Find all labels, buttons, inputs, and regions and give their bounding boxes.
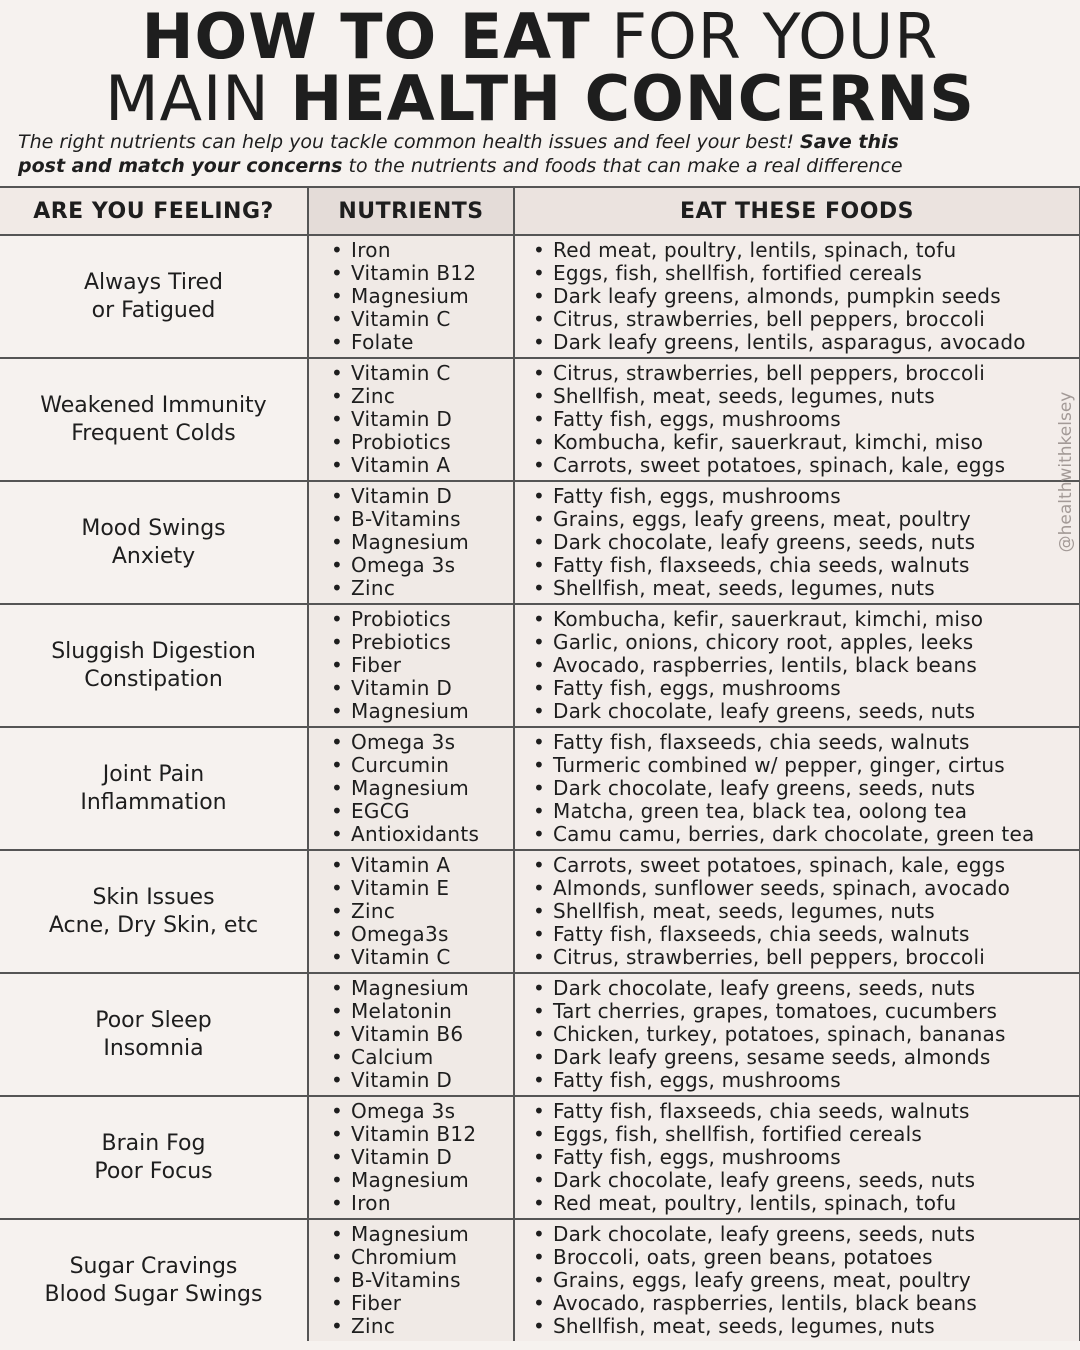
food-list: [515, 1223, 1079, 1338]
table-row: [0, 604, 1080, 727]
food-item: • Grains, eggs, leafy greens, meat, poultry: [533, 1269, 1079, 1292]
foods-cell: [514, 1096, 1080, 1219]
nutrient-item: • Vitamin A: [331, 454, 513, 477]
concern-label: Insomnia: [103, 1035, 204, 1061]
header: [0, 0, 1080, 186]
food-item: • Grains, eggs, leafy greens, meat, poultry: [533, 508, 1079, 531]
food-item: • Avocado, raspberries, lentils, black beans: [533, 1292, 1079, 1315]
nutrient-item: • B-Vitamins: [331, 1269, 513, 1292]
foods-cell: [514, 727, 1080, 850]
food-list: [515, 854, 1079, 969]
food-item: • Dark chocolate, leafy greens, seeds, nuts: [533, 531, 1079, 554]
table-row: [0, 1096, 1080, 1219]
subtitle: [18, 130, 1068, 178]
title-line-1: [0, 0, 1080, 73]
food-item: • Matcha, green tea, black tea, oolong tea: [533, 800, 1079, 823]
table-header-row: [0, 187, 1080, 235]
concern-cell: [0, 973, 308, 1096]
food-item: • Carrots, sweet potatoes, spinach, kale, eggs: [533, 854, 1079, 877]
table-body: [0, 235, 1080, 1341]
nutrients-cell: [308, 481, 514, 604]
concern-label: Skin Issues: [92, 884, 215, 910]
concern-label: Anxiety: [111, 543, 196, 569]
food-item: • Fatty fish, flaxseeds, chia seeds, walnuts: [533, 554, 1079, 577]
nutrient-item: • Magnesium: [331, 1223, 513, 1246]
nutrient-item: • Vitamin D: [331, 1069, 513, 1092]
concern-label: or Fatigued: [91, 297, 216, 323]
food-item: • Chicken, turkey, potatoes, spinach, bananas: [533, 1023, 1079, 1046]
nutrients-cell: [308, 358, 514, 481]
food-item: • Fatty fish, flaxseeds, chia seeds, walnuts: [533, 1100, 1079, 1123]
food-item: • Dark leafy greens, almonds, pumpkin seeds: [533, 285, 1079, 308]
nutrient-item: • Magnesium: [331, 700, 513, 723]
concern-label: Mood Swings: [81, 515, 226, 541]
table-row: [0, 973, 1080, 1096]
nutrient-item: • Vitamin B6: [331, 1023, 513, 1046]
concern-label: Sluggish Digestion: [51, 638, 256, 664]
nutrients-cell: [308, 850, 514, 973]
nutrient-item: • Fiber: [331, 1292, 513, 1315]
nutrient-item: • Vitamin C: [331, 308, 513, 331]
table-row: [0, 850, 1080, 973]
food-item: • Shellfish, meat, seeds, legumes, nuts: [533, 577, 1079, 600]
food-item: • Dark leafy greens, sesame seeds, almonds: [533, 1046, 1079, 1069]
subtitle-text: The right nutrients can help you tackle common health issues and feel your best!: [18, 131, 794, 153]
food-item: • Tart cherries, grapes, tomatoes, cucumbers: [533, 1000, 1079, 1023]
food-item: • Avocado, raspberries, lentils, black beans: [533, 654, 1079, 677]
nutrient-item: • Magnesium: [331, 1169, 513, 1192]
nutrient-item: • Antioxidants: [331, 823, 513, 846]
nutrient-item: • Melatonin: [331, 1000, 513, 1023]
table-row: [0, 727, 1080, 850]
nutrient-item: • Calcium: [331, 1046, 513, 1069]
nutrient-item: • Zinc: [331, 385, 513, 408]
nutrient-item: • EGCG: [331, 800, 513, 823]
nutrient-item: • Omega3s: [331, 923, 513, 946]
foods-cell: [514, 604, 1080, 727]
concern-cell: [0, 1219, 308, 1341]
nutrient-list: [309, 1100, 513, 1215]
nutrient-item: • Probiotics: [331, 608, 513, 631]
nutrient-list: [309, 731, 513, 846]
nutrient-item: • Zinc: [331, 1315, 513, 1338]
foods-cell: [514, 973, 1080, 1096]
food-item: • Dark chocolate, leafy greens, seeds, nuts: [533, 700, 1079, 723]
food-item: • Red meat, poultry, lentils, spinach, tofu: [533, 239, 1079, 262]
food-item: • Citrus, strawberries, bell peppers, broccoli: [533, 308, 1079, 331]
nutrient-item: • Chromium: [331, 1246, 513, 1269]
food-item: • Dark chocolate, leafy greens, seeds, nuts: [533, 977, 1079, 1000]
nutrient-item: • Folate: [331, 331, 513, 354]
food-item: • Shellfish, meat, seeds, legumes, nuts: [533, 1315, 1079, 1338]
nutrient-item: • Probiotics: [331, 431, 513, 454]
nutrient-item: • Magnesium: [331, 777, 513, 800]
concern-label: Inflammation: [80, 789, 227, 815]
nutrient-list: [309, 1223, 513, 1338]
food-item: • Turmeric combined w/ pepper, ginger, cirtus: [533, 754, 1079, 777]
table-row: [0, 235, 1080, 358]
foods-cell: [514, 1219, 1080, 1341]
nutrient-item: • Vitamin D: [331, 1146, 513, 1169]
food-item: • Broccoli, oats, green beans, potatoes: [533, 1246, 1079, 1269]
food-item: • Fatty fish, flaxseeds, chia seeds, walnuts: [533, 923, 1079, 946]
concern-cell: [0, 850, 308, 973]
nutrient-list: [309, 977, 513, 1092]
food-list: [515, 977, 1079, 1092]
nutrient-item: • Omega 3s: [331, 554, 513, 577]
food-item: • Fatty fish, flaxseeds, chia seeds, walnuts: [533, 731, 1079, 754]
nutrient-item: • Omega 3s: [331, 1100, 513, 1123]
nutrient-item: • Vitamin A: [331, 854, 513, 877]
nutrients-cell: [308, 973, 514, 1096]
concern-label: Joint Pain: [102, 761, 205, 787]
nutrient-item: • Iron: [331, 1192, 513, 1215]
food-item: • Carrots, sweet potatoes, spinach, kale, eggs: [533, 454, 1079, 477]
nutrient-item: • Vitamin D: [331, 485, 513, 508]
food-item: • Shellfish, meat, seeds, legumes, nuts: [533, 385, 1079, 408]
nutrients-cell: [308, 1096, 514, 1219]
column-header-feeling: ARE YOU FEELING?: [0, 187, 308, 235]
food-item: • Citrus, strawberries, bell peppers, broccoli: [533, 946, 1079, 969]
concern-cell: [0, 727, 308, 850]
food-item: • Eggs, fish, shellfish, fortified cereals: [533, 262, 1079, 285]
nutrient-item: • Magnesium: [331, 531, 513, 554]
nutrient-item: • Fiber: [331, 654, 513, 677]
nutrient-item: • Vitamin D: [331, 677, 513, 700]
nutrient-item: • Vitamin C: [331, 362, 513, 385]
food-item: • Eggs, fish, shellfish, fortified cereals: [533, 1123, 1079, 1146]
health-concerns-table: [0, 186, 1080, 1341]
food-item: • Dark chocolate, leafy greens, seeds, nuts: [533, 1169, 1079, 1192]
concern-label: Blood Sugar Swings: [44, 1281, 263, 1307]
food-item: • Citrus, strawberries, bell peppers, broccoli: [533, 362, 1079, 385]
nutrient-item: • Omega 3s: [331, 731, 513, 754]
food-item: • Almonds, sunflower seeds, spinach, avocado: [533, 877, 1079, 900]
food-list: [515, 362, 1079, 477]
nutrients-cell: [308, 1219, 514, 1341]
nutrient-list: [309, 239, 513, 354]
nutrient-item: • Iron: [331, 239, 513, 262]
nutrients-cell: [308, 604, 514, 727]
title-bold-part: HEALTH CONCERNS: [290, 62, 975, 135]
food-item: • Red meat, poultry, lentils, spinach, tofu: [533, 1192, 1079, 1215]
column-header-foods: EAT THESE FOODS: [514, 187, 1080, 235]
concern-label: Brain Fog: [101, 1130, 206, 1156]
food-item: • Fatty fish, eggs, mushrooms: [533, 677, 1079, 700]
nutrient-item: • B-Vitamins: [331, 508, 513, 531]
nutrients-cell: [308, 727, 514, 850]
nutrient-item: • Vitamin B12: [331, 262, 513, 285]
watermark: @healthwithkelsey: [1056, 391, 1076, 553]
title-light-part: MAIN: [105, 62, 270, 135]
concern-label: Constipation: [84, 666, 223, 692]
food-list: [515, 239, 1079, 354]
nutrient-list: [309, 362, 513, 477]
nutrient-item: • Zinc: [331, 900, 513, 923]
nutrient-item: • Magnesium: [331, 285, 513, 308]
concern-cell: [0, 1096, 308, 1219]
food-item: • Fatty fish, eggs, mushrooms: [533, 1146, 1079, 1169]
concern-label: Sugar Cravings: [69, 1253, 238, 1279]
table-row: [0, 1219, 1080, 1341]
nutrient-item: • Curcumin: [331, 754, 513, 777]
food-list: [515, 1100, 1079, 1215]
food-item: • Dark chocolate, leafy greens, seeds, nuts: [533, 1223, 1079, 1246]
subtitle-text: to the nutrients and foods that can make a real difference: [348, 155, 903, 177]
food-item: • Kombucha, kefir, sauerkraut, kimchi, miso: [533, 431, 1079, 454]
food-item: • Dark leafy greens, lentils, asparagus, avocado: [533, 331, 1079, 354]
nutrient-item: • Vitamin C: [331, 946, 513, 969]
foods-cell: [514, 358, 1080, 481]
concern-label: Frequent Colds: [71, 420, 236, 446]
food-item: • Camu camu, berries, dark chocolate, green tea: [533, 823, 1079, 846]
food-item: • Garlic, onions, chicory root, apples, leeks: [533, 631, 1079, 654]
nutrient-list: [309, 854, 513, 969]
title-light-part: FOR YOUR: [611, 0, 939, 73]
nutrient-list: [309, 608, 513, 723]
nutrient-item: • Vitamin B12: [331, 1123, 513, 1146]
nutrient-list: [309, 485, 513, 600]
concern-cell: [0, 235, 308, 358]
food-item: • Dark chocolate, leafy greens, seeds, nuts: [533, 777, 1079, 800]
title-line-2: [0, 62, 1080, 135]
food-item: • Fatty fish, eggs, mushrooms: [533, 485, 1079, 508]
food-list: [515, 485, 1079, 600]
concern-label: Weakened Immunity: [40, 392, 267, 418]
food-item: • Shellfish, meat, seeds, legumes, nuts: [533, 900, 1079, 923]
nutrient-item: • Vitamin E: [331, 877, 513, 900]
concern-label: Poor Sleep: [95, 1007, 212, 1033]
foods-cell: [514, 481, 1080, 604]
food-item: • Fatty fish, eggs, mushrooms: [533, 408, 1079, 431]
title-bold-part: HOW TO EAT: [141, 0, 591, 73]
concern-label: Poor Focus: [94, 1158, 213, 1184]
concern-label: Acne, Dry Skin, etc: [48, 912, 259, 938]
nutrient-item: • Vitamin D: [331, 408, 513, 431]
column-header-nutrients: NUTRIENTS: [308, 187, 514, 235]
food-item: • Fatty fish, eggs, mushrooms: [533, 1069, 1079, 1092]
concern-cell: [0, 604, 308, 727]
concern-cell: [0, 358, 308, 481]
subtitle-emphasis: Save this: [800, 131, 899, 153]
table-row: [0, 481, 1080, 604]
table-row: [0, 358, 1080, 481]
subtitle-emphasis: post and match your concerns: [18, 155, 343, 177]
food-list: [515, 731, 1079, 846]
foods-cell: [514, 850, 1080, 973]
nutrient-item: • Zinc: [331, 577, 513, 600]
nutrient-item: • Prebiotics: [331, 631, 513, 654]
nutrient-item: • Magnesium: [331, 977, 513, 1000]
concern-label: Always Tired: [83, 269, 224, 295]
food-list: [515, 608, 1079, 723]
nutrients-cell: [308, 235, 514, 358]
concern-cell: [0, 481, 308, 604]
foods-cell: [514, 235, 1080, 358]
food-item: • Kombucha, kefir, sauerkraut, kimchi, miso: [533, 608, 1079, 631]
